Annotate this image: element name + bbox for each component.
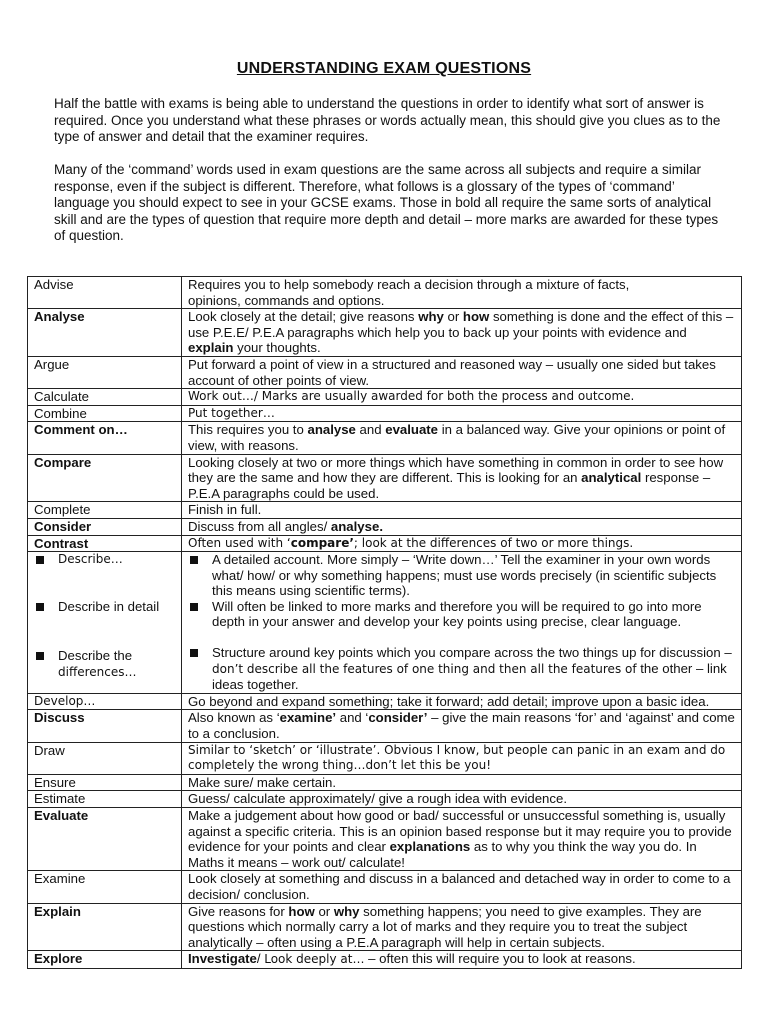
term-cell (28, 552, 182, 694)
definition-cell: Make sure/ make certain. (182, 774, 742, 791)
definition-cell: Put together… (182, 405, 742, 422)
definition-text: – give the main reasons ‘for’ and ‘against’ and come to a conclusion. (188, 710, 735, 742)
definition-text: something happens; you need to give examples. They are questions which normally carry a lot of marks and they require you to treat the subject analytically – often using a P.E.A paragraph will help in certain subjects. (188, 903, 702, 950)
definition-cell: Work out…/ Marks are usually awarded for both the process and outcome. (182, 389, 742, 406)
table-row (28, 774, 742, 791)
definition-text: don’t describe all the features of one thing and then all the features of (212, 661, 637, 676)
table-row (28, 502, 742, 519)
square-bullet-icon (36, 556, 44, 564)
definition-cell (182, 903, 742, 951)
square-bullet-icon (190, 649, 198, 657)
definition-text: Looking closely at two or more things which have something in common in order to see how they are the same and how they are different. This is looking for an (188, 454, 724, 486)
emphasis-text: analyse. (330, 518, 383, 534)
definition-text: the other – link ideas together. (212, 660, 727, 693)
definition-cell: Put forward a point of view in a structured and reasoned way – usually one sided but takes account of other points of view. (182, 356, 742, 388)
definition-text: Give reasons for (188, 903, 289, 919)
table-row (28, 356, 742, 388)
term-cell: Explore (28, 951, 182, 969)
term-cell: Evaluate (28, 808, 182, 871)
definition-text: something is done and the effect of this – use P.E.E/ P.E.A paragraphs which help you to back up your points with evidence and (188, 309, 734, 340)
definition-text: Requires you to help somebody reach a decision through a mixture of facts, (188, 277, 630, 292)
definition-cell (182, 710, 742, 742)
definition-cell: Finish in full. (182, 502, 742, 519)
table-row (28, 309, 742, 357)
term-cell: Advise (28, 277, 182, 309)
table-row (28, 405, 742, 422)
definition-text: and (355, 422, 386, 438)
term-cell: Compare (28, 454, 182, 502)
definition-text: Structure around key points which you compare across the two things up for discussion – (212, 645, 732, 661)
intro-paragraph-2: Many of the ‘command’ words used in exam questions are the same across all subjects and require a similar response, even if the subject is different. Therefore, what follows is a glossary of the types of ‘command’ language you should expect to see in your GCSE exams. Those in bold all require the same sorts of analytical skill and are the types of question that require more depth and detail – more marks are awarded for these types of question. (54, 162, 719, 243)
definition-cell (182, 535, 742, 552)
page-title: UNDERSTANDING EXAM QUESTIONS (236, 60, 532, 77)
definition-text: / (256, 951, 265, 967)
square-bullet-icon (190, 603, 198, 611)
definition-text: Look deeply at… (264, 952, 365, 967)
table-row (28, 552, 742, 694)
definition-cell (182, 422, 742, 454)
term-cell: Consider (28, 518, 182, 535)
definition-cell: Similar to ‘sketch’ or ‘illustrate’. Obvious I know, but people can panic in an exam and do completely the wrong thing…don’t let this be you! (182, 742, 742, 774)
definition-text: This requires you to (188, 422, 308, 438)
definition-text: opinions, commands and options. (188, 292, 385, 308)
term-cell: Explain (28, 903, 182, 951)
table-row (28, 808, 742, 871)
square-bullet-icon (36, 652, 44, 660)
emphasis-text: explanations (389, 839, 471, 855)
definition-text: in a balanced way. Give your opinions or point of view, with reasons. (188, 422, 726, 453)
emphasis-text: analytical (581, 470, 642, 486)
definition-cell (182, 951, 742, 969)
definition-text: as to why you think the way you do. In Maths it means – work out/ calculate! (188, 839, 697, 870)
table-row (28, 871, 742, 903)
square-bullet-icon (190, 556, 198, 564)
intro-paragraph-1: Half the battle with exams is being able to understand the questions in order to identify what sort of answer is required. Once you understand what these phrases or words actually mean, this should give you clues as to the type of answer and detail that the examiner requires. (54, 96, 721, 144)
definition-text: Will often be linked to more marks and therefore you will be required to go into more depth in your answer and develop your key points using precise, clear language. (212, 598, 702, 630)
table-row (28, 277, 742, 309)
emphasis-text: Investigate (188, 951, 257, 967)
square-bullet-icon (36, 603, 44, 611)
term-cell: Analyse (28, 309, 182, 357)
definition-text: or (314, 903, 334, 919)
table-row (28, 535, 742, 552)
table-row (28, 742, 742, 774)
emphasis-text: examine’ (279, 710, 337, 726)
emphasis-text: why (333, 903, 360, 919)
table-row (28, 903, 742, 951)
definition-cell: Look closely at something and discuss in a balanced and detached way in order to come to a decision/ conclusion. (182, 871, 742, 903)
definition-cell: Go beyond and expand something; take it forward; add detail; improve upon a basic idea. (182, 693, 742, 710)
term-cell: Develop… (28, 693, 182, 710)
term-cell: Combine (28, 405, 182, 422)
term-cell: Argue (28, 356, 182, 388)
term-text: differences… (58, 664, 137, 679)
definition-text: and ‘ (336, 710, 369, 726)
term-cell: Complete (28, 502, 182, 519)
term-cell: Comment on… (28, 422, 182, 454)
table-row (28, 951, 742, 969)
definition-text: response – P.E.A paragraphs could be used. (188, 470, 711, 501)
term-text: Describe in detail (58, 598, 160, 614)
definition-cell (182, 552, 742, 694)
table-row (28, 710, 742, 742)
emphasis-text: analyse (307, 422, 356, 438)
term-cell: Discuss (28, 710, 182, 742)
emphasis-text: explain (188, 340, 234, 356)
table-row (28, 791, 742, 808)
table-row (28, 422, 742, 454)
term-cell: Calculate (28, 389, 182, 406)
definition-cell (182, 309, 742, 357)
definition-text: Discuss from all angles/ (188, 518, 331, 534)
definition-cell (182, 808, 742, 871)
emphasis-text: why (418, 309, 444, 325)
definition-text: A detailed account. More simply – ‘Write down…’ Tell the examiner in your own words what/ how/ or why something happens; must use words precisely (in scientific subjects this means using scientific terms). (212, 552, 717, 599)
table-row (28, 518, 742, 535)
definition-text: – often this will require you to look at reasons. (364, 951, 636, 967)
definition-text: your thoughts. (233, 340, 321, 356)
definition-text: Also known as ‘ (188, 710, 280, 726)
term-cell: Contrast (28, 535, 182, 552)
definition-cell (182, 277, 742, 309)
term-cell: Ensure (28, 774, 182, 791)
table-row (28, 454, 742, 502)
command-words-table (27, 276, 742, 969)
definition-text: Look closely at the detail; give reasons (188, 309, 419, 325)
term-cell: Draw (28, 742, 182, 774)
term-text: Describe the (58, 648, 133, 664)
definition-text: or (443, 309, 463, 325)
definition-text: Make a judgement about how good or bad/ successful or unsuccessful something is, usually against a specific criteria. This is an opinion based response but it may require you to provide evidence for your points and clear (188, 808, 732, 855)
emphasis-text: evaluate (385, 422, 439, 438)
emphasis-text: how (462, 309, 490, 325)
term-text: Describe… (58, 552, 123, 567)
definition-text: Often used with ‘ (188, 535, 291, 550)
term-cell: Examine (28, 871, 182, 903)
emphasis-text: how (288, 903, 315, 919)
definition-text: ; look at the differences of two or more things. (353, 535, 634, 550)
emphasis-text: consider’ (368, 710, 428, 726)
definition-cell (182, 454, 742, 502)
table-row (28, 389, 742, 406)
term-cell: Estimate (28, 791, 182, 808)
table-row (28, 693, 742, 710)
definition-cell: Guess/ calculate approximately/ give a rough idea with evidence. (182, 791, 742, 808)
definition-cell (182, 518, 742, 535)
emphasis-text: compare’ (290, 535, 354, 550)
